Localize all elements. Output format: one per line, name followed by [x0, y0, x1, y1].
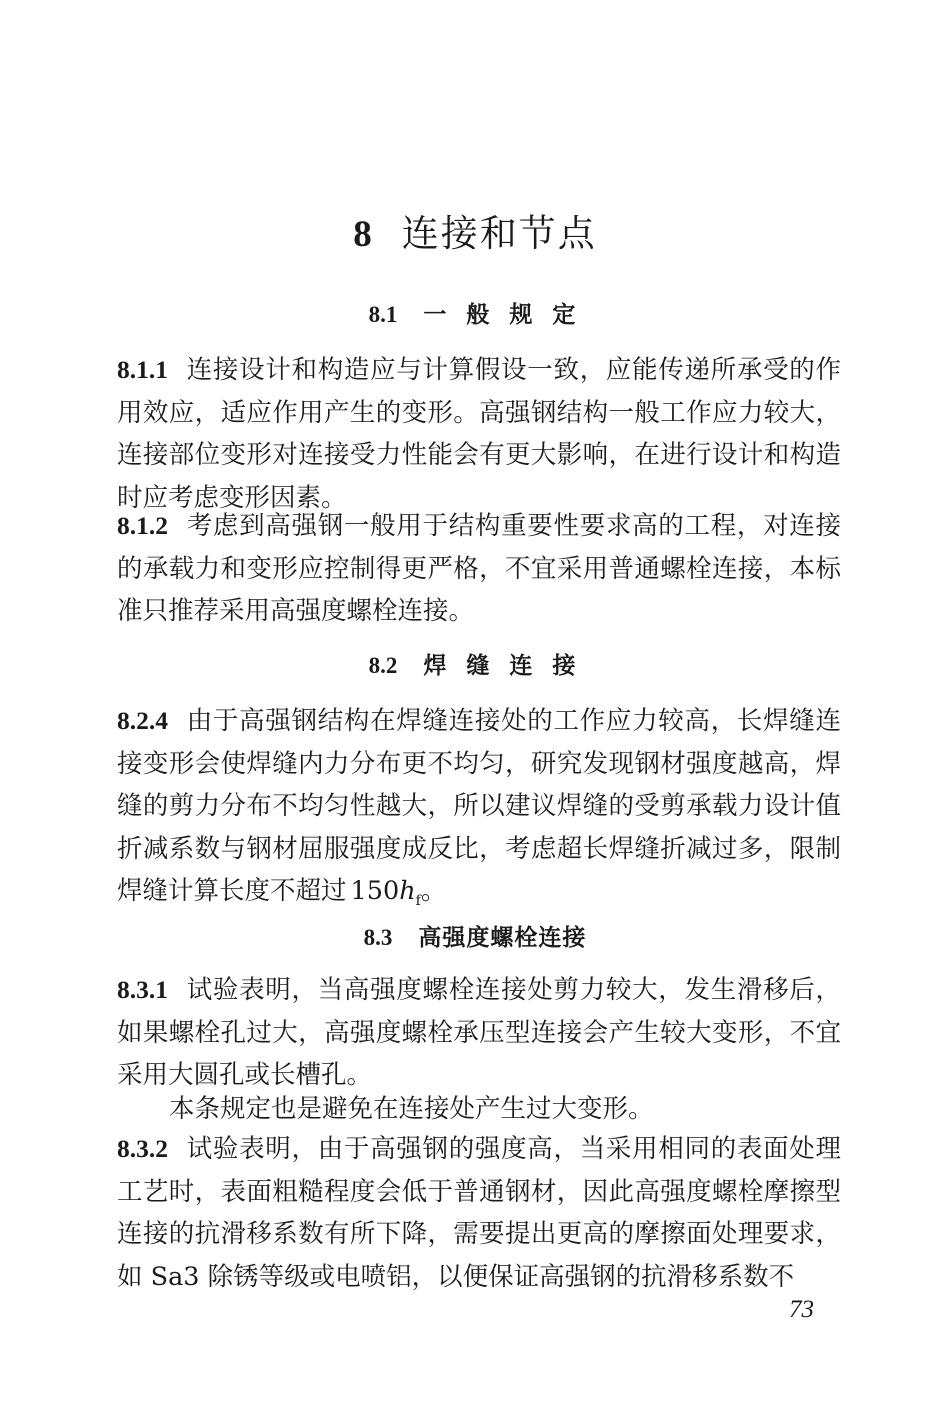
- section-title-8-3: [0, 919, 950, 952]
- clause-8-2-4: [117, 700, 841, 923]
- formula-subscript: f: [415, 893, 421, 910]
- formula-symbol: h: [399, 876, 416, 906]
- clause-8-3-1-note: [117, 1088, 841, 1131]
- clause-number: 8.3.2: [117, 1134, 168, 1163]
- section-title-8-2: [0, 647, 950, 680]
- page-number: 73: [789, 1296, 814, 1323]
- section-number: 8.1: [368, 302, 398, 327]
- formula-value: 150: [350, 876, 400, 906]
- chapter-title-text: 连接和节点: [401, 212, 597, 255]
- section-number: 8.3: [363, 925, 393, 950]
- clause-8-3-1: [117, 969, 841, 1097]
- clause-number: 8.3.1: [117, 975, 168, 1004]
- end-punct: 。: [420, 876, 447, 906]
- clause-number: 8.1.1: [117, 355, 168, 384]
- clause-number: 8.2.4: [117, 706, 168, 735]
- clause-8-1-1: [117, 349, 841, 519]
- section-title-text: 一 般 规 定: [423, 302, 582, 328]
- chapter-title: [0, 203, 950, 257]
- section-title-8-1: [0, 296, 950, 329]
- clause-8-3-2: [117, 1128, 841, 1298]
- clause-text: 试验表明，由于高强钢的强度高，当采用相同的表面处理工艺时，表面粗糙程度会低于普通钢材，因此高强度螺栓摩擦型连接的抗滑移系数有所下降，需要提出更高的摩擦面处理要求，如 Sa3 除锈等级或电喷铝，以便保证高强钢的抗滑移系数不: [117, 1134, 841, 1292]
- clause-text: 考虑到高强钢一般用于结构重要性要求高的工程，对连接的承载力和变形应控制得更严格，不宜采用普通螺栓连接，本标准只推荐采用高强度螺栓连接。: [117, 511, 841, 626]
- note-text: 本条规定也是避免在连接处产生过大变形。: [169, 1094, 654, 1124]
- chapter-number: 8: [353, 214, 374, 255]
- clause-text: 由于高强钢结构在焊缝连接处的工作应力较高，长焊缝连接变形会使焊缝内力分布更不均匀，研究发现钢材强度越高，焊缝的剪力分布不均匀性越大，所以建议焊缝的受剪承载力设计值折减系数与钢材屈服强度成反比，考虑超长焊缝折减过多，限制焊缝计算长度不超过: [117, 706, 841, 906]
- clause-text: 连接设计和构造应与计算假设一致，应能传递所承受的作用效应，适应作用产生的变形。高强钢结构一般工作应力较大，连接部位变形对连接受力性能会有更大影响，在进行设计和构造时应考虑变形因素。: [117, 355, 841, 513]
- clause-text: 试验表明，当高强度螺栓连接处剪力较大，发生滑移后，如果螺栓孔过大，高强度螺栓承压型连接会产生较大变形，不宜采用大圆孔或长槽孔。: [117, 975, 841, 1090]
- clause-8-1-2: [117, 505, 841, 633]
- clause-number: 8.1.2: [117, 511, 168, 540]
- section-title-text: 高强度螺栓连接: [418, 925, 587, 951]
- section-number: 8.2: [368, 653, 398, 678]
- section-title-text: 焊 缝 连 接: [423, 653, 582, 679]
